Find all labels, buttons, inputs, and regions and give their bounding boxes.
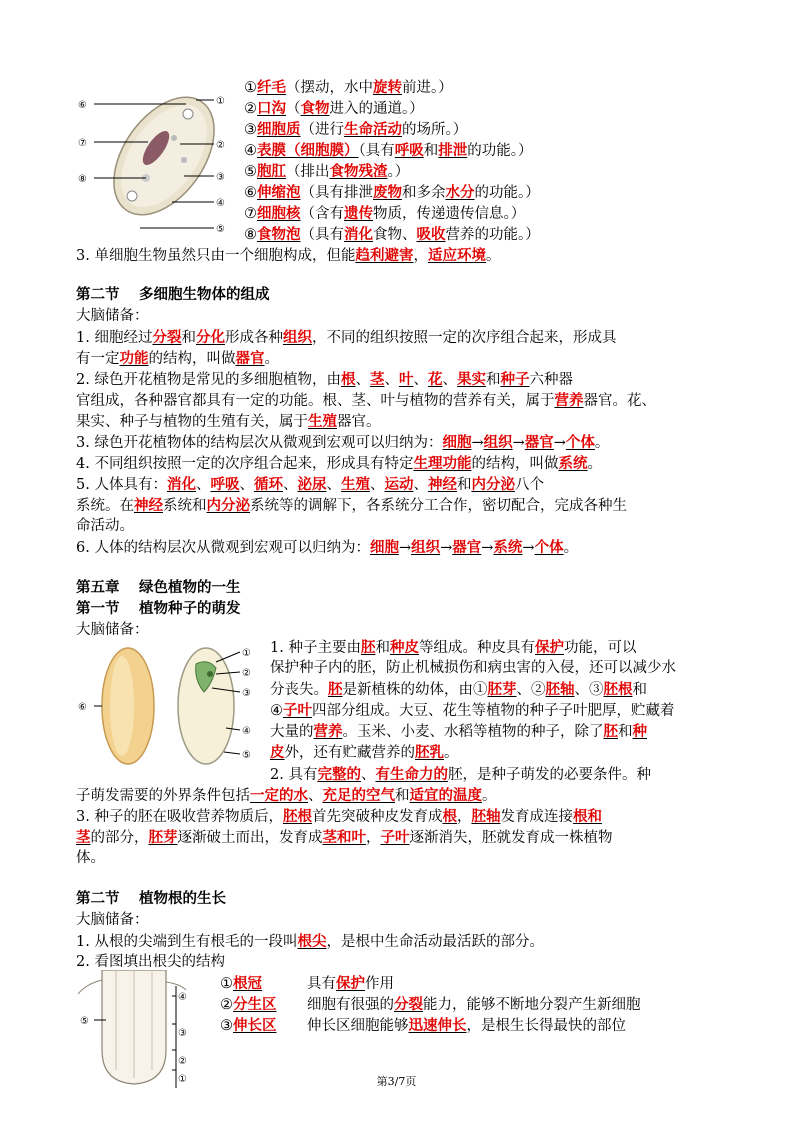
fig-label: ⑤ [242,750,251,761]
paramecium-item: ⑤胞肛（排出食物残渣。） [244,163,410,180]
page-footer: 第3/7页 [376,1075,417,1088]
paragraph-line: 2. 绿色开花植物是常见的多细胞植物，由根、茎、叶、花、果实和种子六种器 [76,371,573,388]
fig-label: ⑥ [78,702,87,713]
paragraph-line: ④子叶四部分组成。大豆、花生等植物的种子子叶肥厚，贮藏着 [270,702,675,719]
paragraph-line: 4. 不同组织按照一定的次序组合起来，形成具有特定生理功能的结构，叫做系统。 [76,455,602,472]
paragraph-line: 1. 种子主要由胚和种皮等组成。种皮具有保护功能，可以 [270,639,637,656]
paragraph-line: 3. 种子的胚在吸收营养物质后，胚根首先突破种皮发育成根，胚轴发育成连接根和 [76,808,602,825]
fig-label: ④ [178,992,187,1003]
root-item: ③伸长区 伸长区细胞能够迅速伸长，是根生长得最快的部位 [220,1017,626,1034]
paragraph-line: 保护种子内的胚，防止机械损伤和病虫害的入侵，还可以减少水 [270,660,676,676]
paragraph-line: 子萌发需要的外界条件包括一定的水、充足的空气和适宜的温度。 [76,787,497,804]
paramecium-item: ①纤毛（摆动，水中旋转前进。） [244,79,453,96]
section-title: 第二节 植物根的生长 [76,891,227,907]
fig-label: ⑥ [78,100,87,111]
fig-label: ② [216,140,225,151]
fig-label: ② [178,1056,187,1067]
subheading: 大脑储备： [76,912,149,928]
fig-label: ④ [242,726,251,737]
paragraph-line: 3. 单细胞生物虽然只由一个细胞构成，但能趋利避害，适应环境。 [76,247,501,264]
root-item: ①根冠 具有保护作用 [220,975,394,992]
fig-label: ① [216,96,225,107]
fig-label: ⑦ [78,138,87,149]
paramecium-item: ④表膜（细胞膜）（具有呼吸和排泄的功能。） [244,142,533,159]
paragraph-line: 皮外，还有贮藏营养的胚乳。 [270,744,459,761]
paragraph-line: 体。 [76,850,105,866]
paragraph-line: 5. 人体具有：消化、呼吸、循环、泌尿、生殖、运动、神经和内分泌八个 [76,476,544,493]
paramecium-item: ②口沟（食物进入的通道。） [244,100,424,117]
root-tip-figure [76,970,206,1088]
paragraph-line: 3. 绿色开花植物体的结构层次从微观到宏观可以归纳为：细胞→组织→器官→个体。 [76,434,610,451]
paramecium-item: ⑧食物泡（具有消化食物、吸收营养的功能。） [244,226,540,243]
paragraph-line: 6. 人体的结构层次从微观到宏观可以归纳为：细胞→组织→器官→系统→个体。 [76,539,579,556]
paragraph-line: 1. 细胞经过分裂和分化形成各种组织，不同的组织按照一定的次序组合起来，形成具 [76,329,617,346]
chapter-title: 第五章 绿色植物的一生 [76,580,241,596]
fig-label: ④ [216,198,225,209]
section-title: 第一节 植物种子的萌发 [76,601,241,617]
fig-label: ① [178,1074,187,1085]
fig-label: ⑧ [78,174,87,185]
paramecium-item: ⑥伸缩泡（具有排泄废物和多余水分的功能。） [244,184,540,201]
paragraph-line: 果实、种子与植物的生殖有关，属于生殖器官。 [76,413,381,430]
fig-label: ③ [178,1028,187,1039]
subheading: 大脑储备： [76,308,149,324]
paragraph-line: 分丧失。胚是新植株的幼体，由①胚芽、②胚轴、③胚根和 [270,681,647,698]
fig-label: ③ [216,172,225,183]
fig-label: ① [242,648,251,659]
paragraph-line: 系统。在神经系统和内分泌系统等的调解下，各系统分工合作，密切配合，完成各种生 [76,497,627,514]
paragraph-line: 有一定功能的结构，叫做器官。 [76,350,279,367]
paragraph-line: 1. 从根的尖端到生有根毛的一段叫根尖，是根中生命活动最活跃的部分。 [76,933,544,950]
subheading: 大脑储备： [76,622,149,638]
fig-label: ③ [242,688,251,699]
seed-figure [76,644,266,772]
section-title: 第二节 多细胞生物体的组成 [76,287,270,303]
fig-label: ② [242,668,251,679]
fig-label: ⑤ [216,224,225,235]
root-item: ②分生区 细胞有很强的分裂能力，能够不断地分裂产生新细胞 [220,996,641,1013]
paragraph-line: 大量的营养。玉米、小麦、水稻等植物的种子，除了胚和种 [270,723,647,740]
paragraph-line: 茎的部分，胚芽逐渐破土而出，发育成茎和叶，子叶逐渐消失，胚就发育成一株植物 [76,829,613,846]
paragraph-line: 2. 看图填出根尖的结构 [76,954,225,970]
paragraph-line: 命活动。 [76,518,134,534]
paramecium-figure [76,78,236,238]
paramecium-item: ⑦细胞核（含有遗传物质，传递遗传信息。） [244,205,526,222]
paramecium-item: ③细胞质（进行生命活动的场所。） [244,121,468,138]
paragraph-line: 官组成，各种器官都具有一定的功能。根、茎、叶与植物的营养有关，属于营养器官。花、 [76,392,656,409]
fig-label: ⑤ [80,1016,89,1027]
paragraph-line: 2. 具有完整的、有生命力的胚，是种子萌发的必要条件。种 [270,766,651,783]
